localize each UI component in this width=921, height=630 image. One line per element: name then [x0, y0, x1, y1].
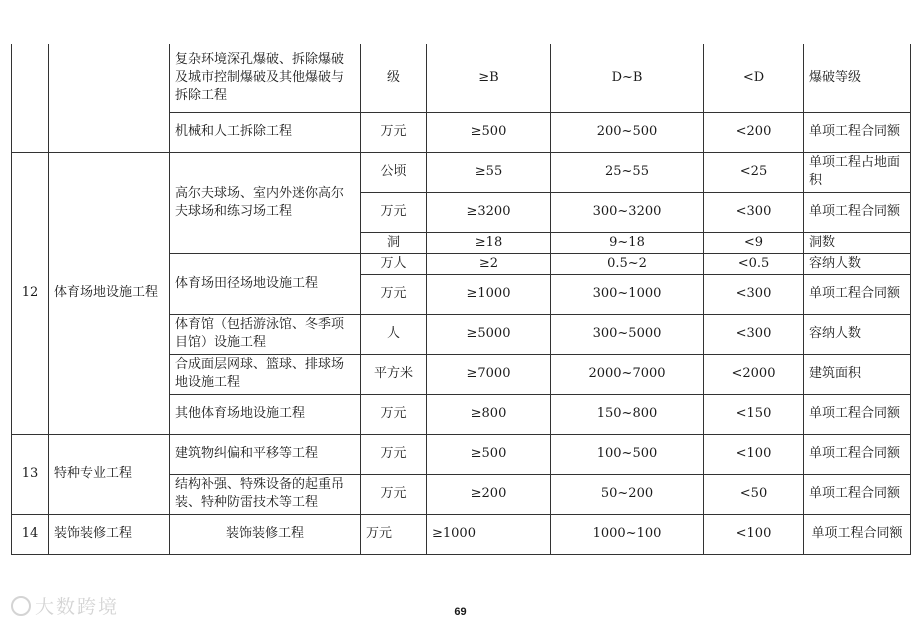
large-cell: ≥3200	[427, 192, 551, 232]
note-cell: 单项工程合同额	[804, 274, 911, 314]
medium-cell: 9~18	[551, 232, 704, 253]
unit-cell: 万人	[361, 253, 427, 274]
small-cell: <9	[704, 232, 804, 253]
unit-cell: 万元	[361, 434, 427, 474]
medium-cell: 100~500	[551, 434, 704, 474]
project-cell: 合成面层网球、篮球、排球场地设施工程	[170, 354, 361, 394]
note-cell: 单项工程合同额	[804, 192, 911, 232]
small-cell: <200	[704, 112, 804, 152]
unit-cell: 万元	[361, 112, 427, 152]
large-cell: ≥B	[427, 44, 551, 112]
medium-cell: 50~200	[551, 474, 704, 514]
large-cell: ≥5000	[427, 314, 551, 354]
page-number: 69	[454, 606, 467, 618]
large-cell: ≥7000	[427, 354, 551, 394]
note-cell: 容纳人数	[804, 253, 911, 274]
category-cell	[49, 44, 170, 152]
table-row	[12, 152, 911, 192]
large-cell: ≥500	[427, 434, 551, 474]
category-cell: 特种专业工程	[49, 434, 170, 514]
medium-cell: 1000~100	[551, 514, 704, 554]
project-cell: 建筑物纠偏和平移等工程	[170, 434, 361, 474]
seq-cell	[12, 44, 49, 152]
unit-cell: 万元	[361, 274, 427, 314]
project-cell: 高尔夫球场、室内外迷你高尔夫球场和练习场工程	[170, 152, 361, 253]
watermark-logo-icon	[11, 596, 31, 616]
large-cell: ≥1000	[427, 514, 551, 554]
large-cell: ≥55	[427, 152, 551, 192]
small-cell: <100	[704, 514, 804, 554]
medium-cell: 300~5000	[551, 314, 704, 354]
note-cell: 单项工程合同额	[804, 434, 911, 474]
note-cell: 单项工程合同额	[804, 474, 911, 514]
small-cell: <300	[704, 314, 804, 354]
note-cell: 建筑面积	[804, 354, 911, 394]
large-cell: ≥500	[427, 112, 551, 152]
medium-cell: D~B	[551, 44, 704, 112]
note-cell: 单项工程合同额	[804, 112, 911, 152]
unit-cell: 洞	[361, 232, 427, 253]
project-cell: 机械和人工拆除工程	[170, 112, 361, 152]
unit-cell: 人	[361, 314, 427, 354]
medium-cell: 300~3200	[551, 192, 704, 232]
project-cell: 体育场田径场地设施工程	[170, 253, 361, 314]
small-cell: <50	[704, 474, 804, 514]
note-cell: 容纳人数	[804, 314, 911, 354]
table-row	[12, 514, 911, 554]
note-cell: 爆破等级	[804, 44, 911, 112]
unit-cell: 级	[361, 44, 427, 112]
medium-cell: 150~800	[551, 394, 704, 434]
note-cell: 单项工程占地面积	[804, 152, 911, 192]
medium-cell: 200~500	[551, 112, 704, 152]
category-cell: 体育场地设施工程	[49, 152, 170, 434]
watermark	[11, 592, 119, 619]
small-cell: <100	[704, 434, 804, 474]
medium-cell: 2000~7000	[551, 354, 704, 394]
qualification-table	[11, 44, 911, 555]
small-cell: <2000	[704, 354, 804, 394]
unit-cell: 万元	[361, 514, 427, 554]
seq-cell: 12	[12, 152, 49, 434]
unit-cell: 万元	[361, 474, 427, 514]
unit-cell: 万元	[361, 192, 427, 232]
unit-cell: 平方米	[361, 354, 427, 394]
project-cell: 结构补强、特殊设备的起重吊装、特种防雷技术等工程	[170, 474, 361, 514]
large-cell: ≥18	[427, 232, 551, 253]
project-cell: 体育馆（包括游泳馆、冬季项目馆）设施工程	[170, 314, 361, 354]
watermark-text: 大数跨境	[35, 596, 120, 618]
project-cell: 复杂环境深孔爆破、拆除爆破及城市控制爆破及其他爆破与拆除工程	[170, 44, 361, 112]
table-row	[12, 434, 911, 474]
table-row	[12, 44, 911, 112]
category-cell: 装饰装修工程	[49, 514, 170, 554]
large-cell: ≥800	[427, 394, 551, 434]
seq-cell: 13	[12, 434, 49, 514]
small-cell: <300	[704, 274, 804, 314]
medium-cell: 25~55	[551, 152, 704, 192]
large-cell: ≥1000	[427, 274, 551, 314]
unit-cell: 万元	[361, 394, 427, 434]
note-cell: 洞数	[804, 232, 911, 253]
project-cell: 装饰装修工程	[170, 514, 361, 554]
small-cell: <300	[704, 192, 804, 232]
medium-cell: 0.5~2	[551, 253, 704, 274]
small-cell: <0.5	[704, 253, 804, 274]
seq-cell: 14	[12, 514, 49, 554]
project-cell: 其他体育场地设施工程	[170, 394, 361, 434]
note-cell: 单项工程合同额	[804, 394, 911, 434]
small-cell: <25	[704, 152, 804, 192]
large-cell: ≥2	[427, 253, 551, 274]
medium-cell: 300~1000	[551, 274, 704, 314]
small-cell: <D	[704, 44, 804, 112]
large-cell: ≥200	[427, 474, 551, 514]
note-cell: 单项工程合同额	[804, 514, 911, 554]
small-cell: <150	[704, 394, 804, 434]
unit-cell: 公顷	[361, 152, 427, 192]
